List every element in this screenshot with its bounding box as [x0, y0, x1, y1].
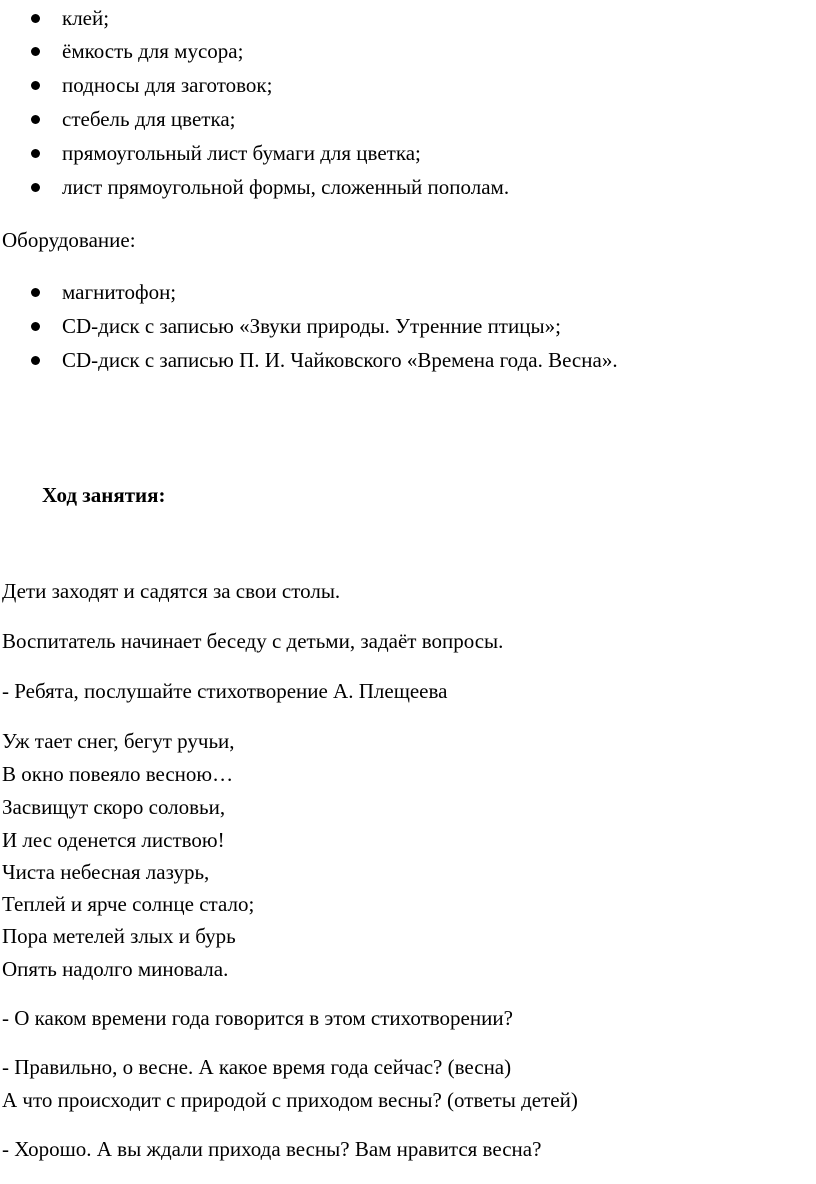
poem-line: Засвищут скоро соловьи, [2, 795, 226, 819]
list-item: лист прямоугольной формы, сложенный пополам. [62, 175, 510, 199]
bullet-icon [31, 81, 40, 90]
list-item: магнитофон; [62, 280, 177, 304]
dialogue-line: А что происходит с природой с приходом весны? (ответы детей) [2, 1088, 578, 1112]
list-item: клей; [62, 6, 110, 30]
list-item: CD-диск с записью «Звуки природы. Утренние птицы»; [62, 314, 561, 338]
paragraph: Воспитатель начинает беседу с детьми, задаёт вопросы. [2, 629, 504, 653]
poem-line: И лес оденется листвою! [2, 828, 225, 852]
paragraph: Дети заходят и садятся за свои столы. [2, 579, 341, 603]
dialogue-line: - Хорошо. А вы ждали прихода весны? Вам нравится весна? [2, 1137, 542, 1161]
poem-line: Пора метелей злых и бурь [2, 924, 236, 948]
bullet-icon [31, 183, 40, 192]
bullet-icon [31, 288, 40, 297]
bullet-icon [31, 14, 40, 23]
list-item: ёмкость для мусора; [62, 39, 244, 63]
poem-line: В окно повеяло весною… [2, 762, 234, 786]
bullet-icon [31, 115, 40, 124]
poem-line: Уж тает снег, бегут ручьи, [2, 729, 235, 753]
bullet-icon [31, 47, 40, 56]
list-item: стебель для цветка; [62, 107, 236, 131]
list-item: прямоугольный лист бумаги для цветка; [62, 141, 421, 165]
poem-line: Чиста небесная лазурь, [2, 860, 210, 884]
dialogue-line: - О каком времени года говорится в этом стихотворении? [2, 1006, 513, 1030]
bullet-icon [31, 149, 40, 158]
dialogue-line: - Правильно, о весне. А какое время года сейчас? (весна) [2, 1055, 512, 1079]
poem-line: Теплей и ярче солнце стало; [2, 892, 255, 916]
list-item: CD-диск с записью П. И. Чайковского «Времена года. Весна». [62, 348, 618, 372]
lesson-heading: Ход занятия: [42, 483, 166, 507]
paragraph: - Ребята, послушайте стихотворение А. Плещеева [2, 679, 448, 703]
equipment-title: Оборудование: [2, 228, 136, 252]
bullet-icon [31, 322, 40, 331]
list-item: подносы для заготовок; [62, 73, 273, 97]
bullet-icon [31, 356, 40, 365]
poem-line: Опять надолго миновала. [2, 957, 229, 981]
